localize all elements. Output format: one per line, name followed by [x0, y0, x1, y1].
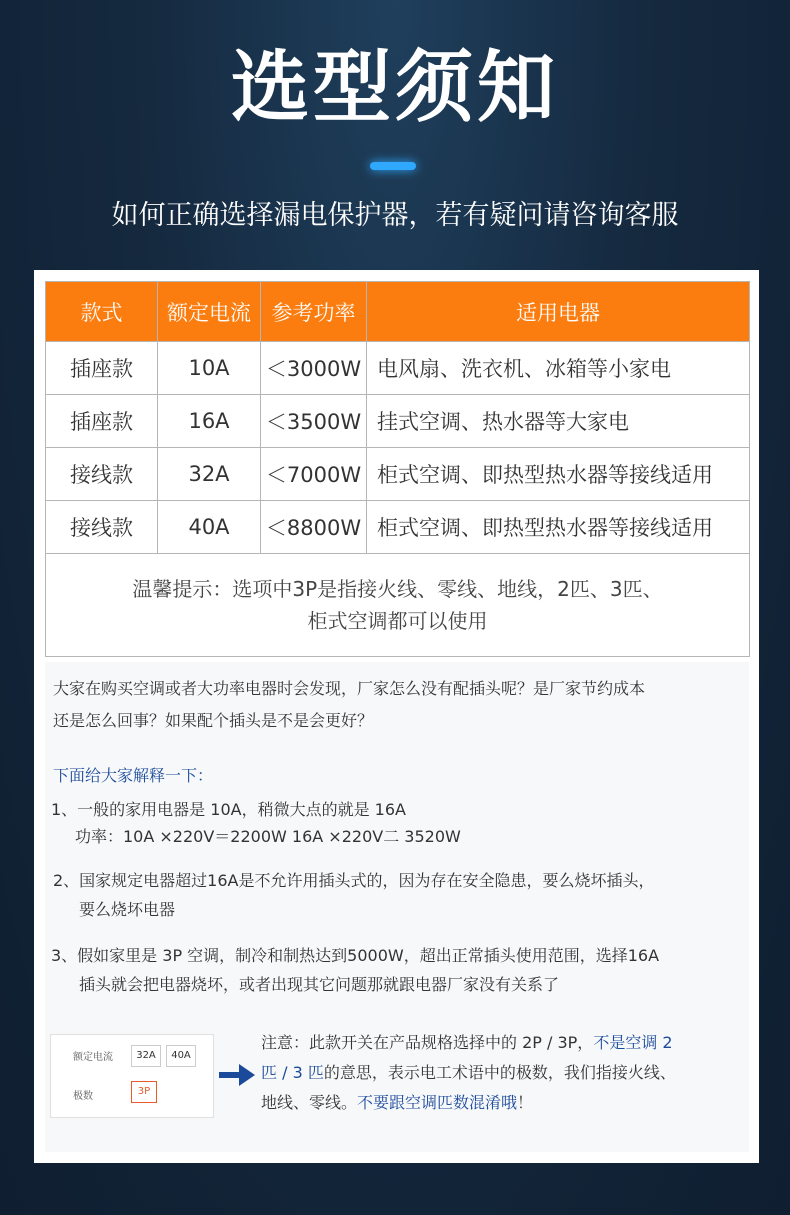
table-row [46, 501, 750, 554]
table-cell: 40A [158, 501, 261, 554]
column-header: 参考功率 [261, 282, 367, 342]
explain-item: 要么烧坏电器 [79, 900, 176, 919]
table-cell: 接线款 [46, 448, 158, 501]
table-cell: 16A [158, 395, 261, 448]
column-header: 额定电流 [158, 282, 261, 342]
explain-item: 插头就会把电器烧坏，或者出现其它问题那就跟电器厂家没有关系了 [79, 975, 560, 994]
attention-note [261, 1028, 741, 1118]
spec-options-sample [50, 1034, 214, 1118]
table-cell: 32A [158, 448, 261, 501]
intro-text: 大家在购买空调或者大功率电器时会发现，厂家怎么没有配插头呢？是厂家节约成本 [53, 679, 646, 698]
table-cell: ＜3500W [261, 395, 367, 448]
title-accent-bar [370, 162, 416, 170]
spec-table [45, 281, 750, 657]
attention-highlight: 不要跟空调匹数混淆哦 [357, 1093, 518, 1112]
attention-text: ！ [517, 1093, 534, 1112]
table-cell: 插座款 [46, 342, 158, 395]
table-cell: ＜7000W [261, 448, 367, 501]
right-arrow-icon [217, 1062, 257, 1088]
attention-text: 的意思，表示电工术语中的极数，我们指接火线、 [323, 1063, 676, 1082]
table-cell: ＜8800W [261, 501, 367, 554]
explain-item: 1、一般的家用电器是 10A，稍微大点的就是 16A [51, 800, 406, 819]
column-header: 款式 [46, 282, 158, 342]
attention-text: 地线、零线。 [261, 1093, 358, 1112]
explain-item: 功率：10A ×220V＝2200W 16A ×220V二 3520W [75, 827, 461, 846]
table-cell: 挂式空调、热水器等大家电 [367, 395, 750, 448]
explain-heading: 下面给大家解释一下： [53, 766, 214, 785]
explain-item: 2、国家规定电器超过16A是不允许用插头式的，因为存在安全隐患，要么烧坏插头， [53, 871, 655, 890]
explanation-section [45, 662, 749, 1152]
table-row [46, 395, 750, 448]
note-line: 温馨提示：选项中3P是指接火线、零线、地线，2匹、3匹、 [132, 577, 663, 601]
table-cell: 柜式空调、即热型热水器等接线适用 [367, 501, 750, 554]
sample-option: 40A [166, 1045, 196, 1067]
attention-highlight: 匹 / 3 匹 [261, 1063, 324, 1082]
sample-option-selected: 3P [131, 1081, 157, 1103]
note-line: 柜式空调都可以使用 [307, 609, 488, 633]
table-cell: 插座款 [46, 395, 158, 448]
content-panel [34, 270, 759, 1163]
table-cell: 柜式空调、即热型热水器等接线适用 [367, 448, 750, 501]
table-row [46, 448, 750, 501]
sample-label: 极数 [73, 1091, 93, 1102]
page-subtitle: 如何正确选择漏电保护器，若有疑问请咨询客服 [111, 200, 679, 231]
table-cell: 接线款 [46, 501, 158, 554]
explain-item: 3、假如家里是 3P 空调，制冷和制热达到5000W，超出正常插头使用范围，选择16A [51, 946, 660, 965]
table-row [46, 342, 750, 395]
table-cell: 电风扇、洗衣机、冰箱等小家电 [367, 342, 750, 395]
table-cell: ＜3000W [261, 342, 367, 395]
intro-text: 还是怎么回事？如果配个插头是不是会更好？ [53, 711, 374, 730]
table-note [46, 554, 750, 657]
attention-text: 注意：此款开关在产品规格选择中的 2P / 3P， [261, 1033, 594, 1052]
page-title: 选型须知 [230, 43, 559, 133]
sample-option: 32A [131, 1045, 161, 1067]
column-header: 适用电器 [367, 282, 750, 342]
sample-label: 额定电流 [73, 1052, 113, 1063]
table-header-row [46, 282, 750, 342]
attention-highlight: 不是空调 2 [593, 1033, 673, 1052]
table-cell: 10A [158, 342, 261, 395]
table-note-row [46, 554, 750, 657]
